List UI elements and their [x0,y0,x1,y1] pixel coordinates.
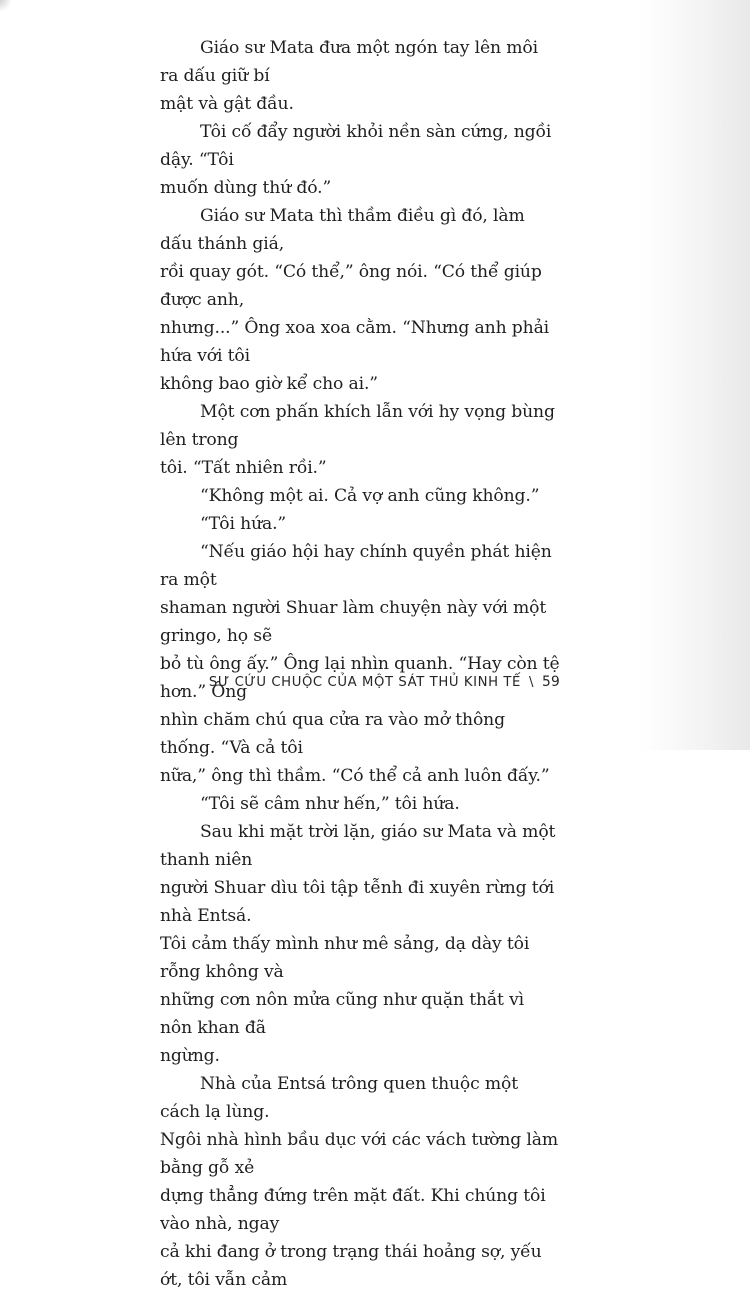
page-number: 59 [542,674,560,690]
paragraph-9: Sau khi mặt trời lặn, giáo sư Mata và một thanh niên người Shuar dìu tôi tập tễnh đi xuyên rừng tới nhà Entsá. Tôi cảm thấy mình như mê sảng, dạ dày tôi rỗng không và những cơn nôn mửa cũng như quặn thắt vì nôn khan đã ngừng. [160,822,556,1066]
paragraph-1: Giáo sư Mata đưa một ngón tay lên môi ra dấu giữ bí mật và gật đầu. [160,38,538,114]
paragraph-7: “Nếu giáo hội hay chính quyền phát hiện ra một shaman người Shuar làm chuyện này với một gringo, họ sẽ bỏ tù ông ấy.” Ông lại nhìn quanh. “Hay còn tệ hơn.” Ông nhìn chăm chú qua cửa ra vào mở thông thống. “Và cả tôi nữa,” ông thì thầm. “Có thể cả anh luôn đấy.” [160,542,560,786]
paragraph-3: Giáo sư Mata thì thầm điều gì đó, làm dấu thánh giá, rồi quay gót. “Có thể,” ông nói. “Có thể giúp được anh, nhưng...” Ông xoa xoa cằm. “Nhưng anh phải hứa với tôi không bao giờ kể cho ai.” [160,206,550,394]
page-edge-shadow [640,0,750,750]
footer-book-title: SỰ CỨU CHUỘC CỦA MỘT SÁT THỦ KINH TẾ [208,675,521,690]
running-footer [160,674,560,690]
footer-separator: \ [528,675,535,690]
paragraph-5: “Không một ai. Cả vợ anh cũng không.” [200,486,540,506]
paragraph-4: Một cơn phấn khích lẫn với hy vọng bùng lên trong tôi. “Tất nhiên rồi.” [160,402,555,478]
scan-corner-mark [0,0,12,12]
paragraph-8: “Tôi sẽ câm như hến,” tôi hứa. [200,794,460,814]
paragraph-2: Tôi cố đẩy người khỏi nền sàn cứng, ngồi dậy. “Tôi muốn dùng thứ đó.” [160,122,552,198]
body-text [160,34,560,1294]
paragraph-6: “Tôi hứa.” [200,514,287,534]
paragraph-10: Nhà của Entsá trông quen thuộc một cách lạ lùng. Ngôi nhà hình bầu dục với các vách tường làm bằng gỗ xẻ dựng thẳng đứng trên mặt đất. Khi chúng tôi vào nhà, ngay cả khi đang ở trong trạng thái hoảng sợ, yếu ớt, tôi vẫn cảm [160,1074,558,1290]
